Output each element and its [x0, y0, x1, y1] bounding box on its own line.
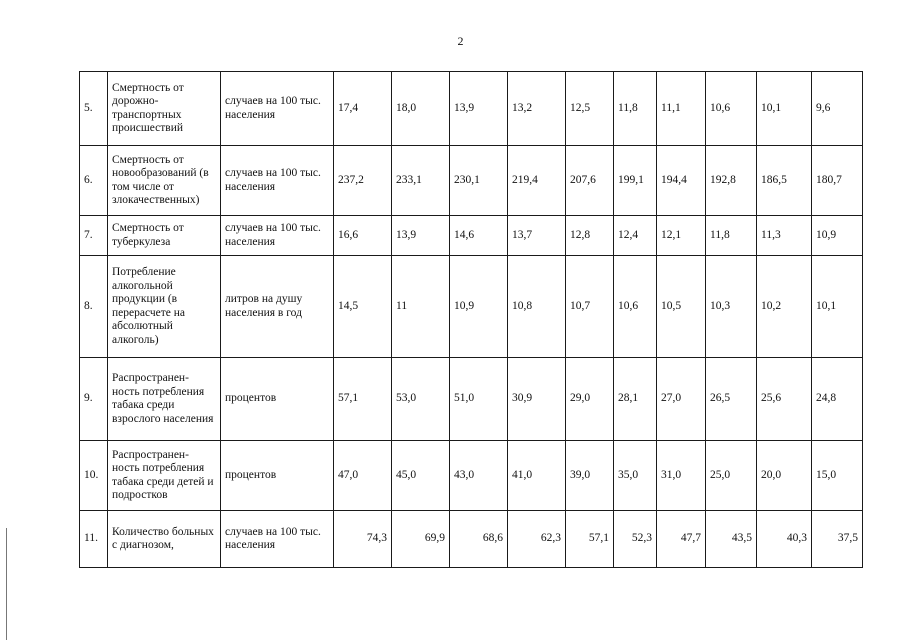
table-row [80, 72, 863, 146]
value-cell: 10,1 [757, 72, 812, 146]
value-cell: 10,8 [508, 256, 566, 358]
value-cell: 47,7 [657, 511, 706, 568]
value-cell: 10,2 [757, 256, 812, 358]
row-number: 6. [80, 146, 108, 216]
table-row [80, 511, 863, 568]
unit-of-measure: случаев на 100 тыс. населения [221, 511, 334, 568]
value-cell: 11,8 [706, 216, 757, 256]
value-cell: 10,6 [706, 72, 757, 146]
value-cell: 43,5 [706, 511, 757, 568]
value-cell: 9,6 [812, 72, 863, 146]
value-cell: 14,6 [450, 216, 508, 256]
value-cell: 219,4 [508, 146, 566, 216]
table-row [80, 256, 863, 358]
value-cell: 40,3 [757, 511, 812, 568]
value-cell: 12,5 [566, 72, 614, 146]
value-cell: 31,0 [657, 441, 706, 511]
value-cell: 25,6 [757, 358, 812, 441]
value-cell: 27,0 [657, 358, 706, 441]
value-cell: 10,9 [812, 216, 863, 256]
table-row [80, 441, 863, 511]
row-number: 5. [80, 72, 108, 146]
table-row [80, 358, 863, 441]
unit-of-measure: процентов [221, 441, 334, 511]
value-cell: 13,2 [508, 72, 566, 146]
unit-of-measure: процентов [221, 358, 334, 441]
value-cell: 10,5 [657, 256, 706, 358]
value-cell: 43,0 [450, 441, 508, 511]
value-cell: 11,1 [657, 72, 706, 146]
value-cell: 53,0 [392, 358, 450, 441]
value-cell: 11,8 [614, 72, 657, 146]
table-body [80, 72, 863, 568]
value-cell: 47,0 [334, 441, 392, 511]
value-cell: 207,6 [566, 146, 614, 216]
value-cell: 12,4 [614, 216, 657, 256]
value-cell: 199,1 [614, 146, 657, 216]
value-cell: 186,5 [757, 146, 812, 216]
unit-of-measure: литров на душу населения в год [221, 256, 334, 358]
scan-margin-line [6, 528, 7, 640]
value-cell: 52,3 [614, 511, 657, 568]
unit-of-measure: случаев на 100 тыс. населения [221, 146, 334, 216]
value-cell: 17,4 [334, 72, 392, 146]
value-cell: 39,0 [566, 441, 614, 511]
page-number: 2 [457, 34, 464, 48]
value-cell: 10,6 [614, 256, 657, 358]
value-cell: 41,0 [508, 441, 566, 511]
row-number: 8. [80, 256, 108, 358]
value-cell: 12,1 [657, 216, 706, 256]
value-cell: 28,1 [614, 358, 657, 441]
value-cell: 18,0 [392, 72, 450, 146]
indicator-name: Смертность от дорожно-транспортных происшествий [108, 72, 221, 146]
indicator-name: Потребление алкогольной продукции (в перерасчете на абсолютный алкоголь) [108, 256, 221, 358]
indicators-table [79, 71, 863, 568]
value-cell: 57,1 [334, 358, 392, 441]
value-cell: 13,9 [392, 216, 450, 256]
value-cell: 51,0 [450, 358, 508, 441]
value-cell: 230,1 [450, 146, 508, 216]
value-cell: 10,7 [566, 256, 614, 358]
indicator-name: Распространен-ность потребления табака среди взрослого населения [108, 358, 221, 441]
value-cell: 10,1 [812, 256, 863, 358]
value-cell: 69,9 [392, 511, 450, 568]
table-row [80, 216, 863, 256]
indicator-name: Количество больных с диагнозом, [108, 511, 221, 568]
value-cell: 11 [392, 256, 450, 358]
indicator-name: Смертность от туберкулеза [108, 216, 221, 256]
unit-of-measure: случаев на 100 тыс. населения [221, 72, 334, 146]
value-cell: 192,8 [706, 146, 757, 216]
value-cell: 29,0 [566, 358, 614, 441]
value-cell: 45,0 [392, 441, 450, 511]
value-cell: 237,2 [334, 146, 392, 216]
value-cell: 180,7 [812, 146, 863, 216]
value-cell: 25,0 [706, 441, 757, 511]
value-cell: 194,4 [657, 146, 706, 216]
value-cell: 15,0 [812, 441, 863, 511]
value-cell: 26,5 [706, 358, 757, 441]
indicator-name: Смертность от новообразований (в том числе от злокачественных) [108, 146, 221, 216]
value-cell: 57,1 [566, 511, 614, 568]
value-cell: 14,5 [334, 256, 392, 358]
value-cell: 37,5 [812, 511, 863, 568]
row-number: 10. [80, 441, 108, 511]
value-cell: 20,0 [757, 441, 812, 511]
value-cell: 68,6 [450, 511, 508, 568]
value-cell: 62,3 [508, 511, 566, 568]
value-cell: 13,7 [508, 216, 566, 256]
indicator-name: Распространен-ность потребления табака среди детей и подростков [108, 441, 221, 511]
value-cell: 30,9 [508, 358, 566, 441]
value-cell: 233,1 [392, 146, 450, 216]
value-cell: 16,6 [334, 216, 392, 256]
value-cell: 10,9 [450, 256, 508, 358]
value-cell: 12,8 [566, 216, 614, 256]
row-number: 9. [80, 358, 108, 441]
row-number: 7. [80, 216, 108, 256]
value-cell: 24,8 [812, 358, 863, 441]
value-cell: 35,0 [614, 441, 657, 511]
row-number: 11. [80, 511, 108, 568]
value-cell: 10,3 [706, 256, 757, 358]
value-cell: 74,3 [334, 511, 392, 568]
unit-of-measure: случаев на 100 тыс. населения [221, 216, 334, 256]
value-cell: 13,9 [450, 72, 508, 146]
table-row [80, 146, 863, 216]
value-cell: 11,3 [757, 216, 812, 256]
